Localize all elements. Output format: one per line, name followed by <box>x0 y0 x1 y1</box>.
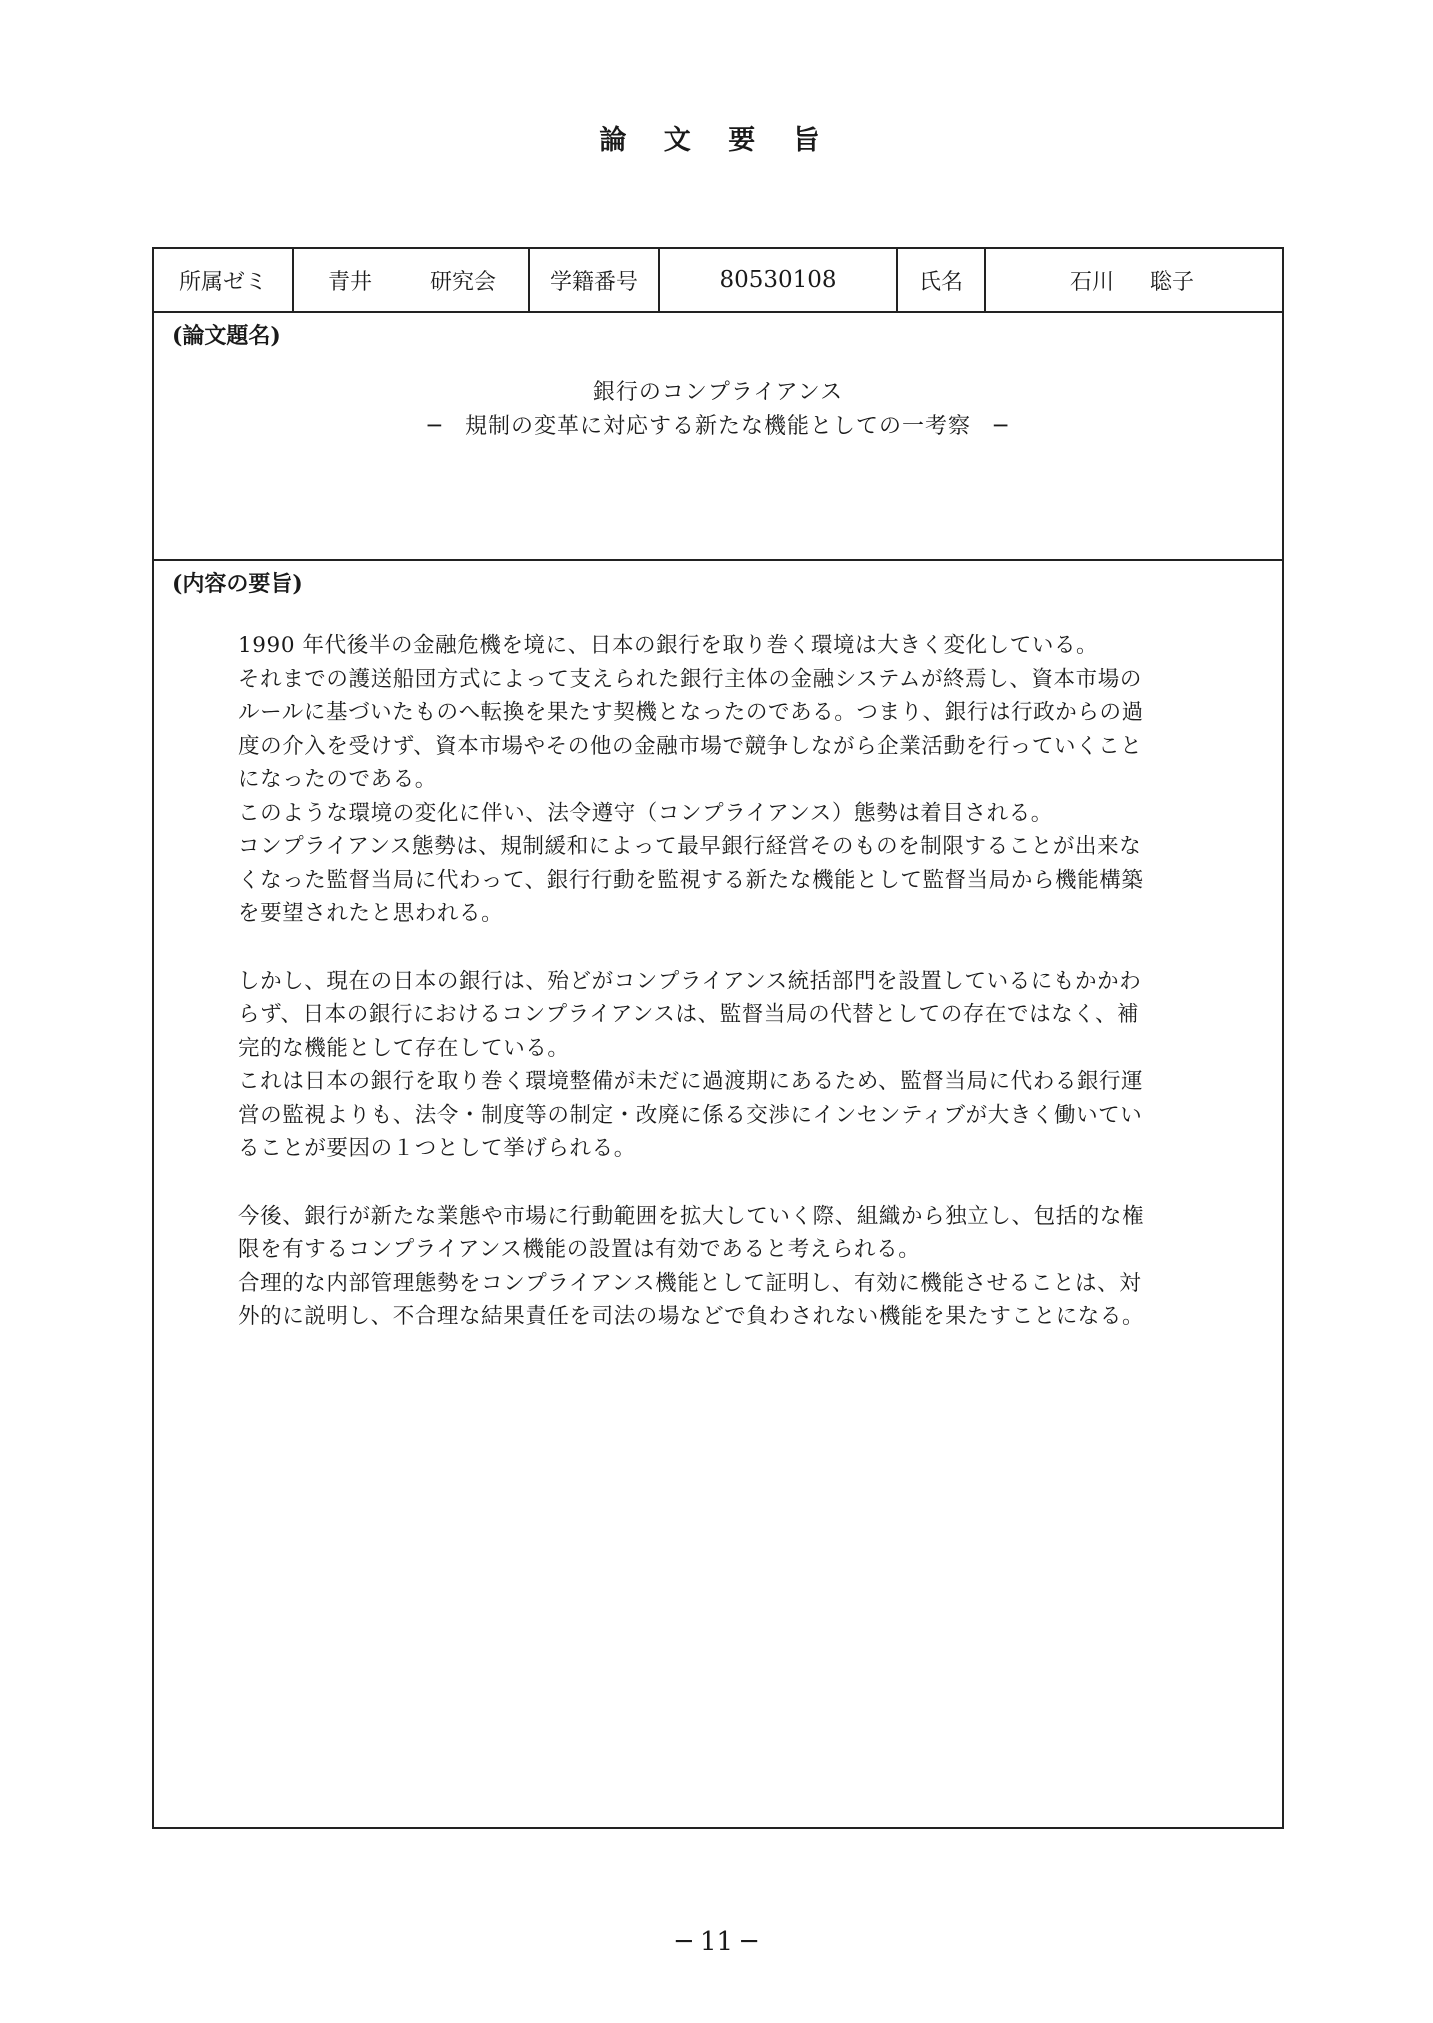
summary-line: になったのである。 <box>238 767 437 792</box>
summary-line: 合理的な内部管理態勢をコンプライアンス機能として証明し、有効に機能させることは、対 <box>238 1270 1142 1296</box>
thesis-title-section <box>154 313 1282 561</box>
summary-line: らず、日本の銀行におけるコンプライアンスは、監督当局の代替としての存在ではなく、補 <box>238 1002 1140 1027</box>
summary-line: 1990 年代後半の金融危機を境に、日本の銀行を取り巻く環境は大きく変化している。 <box>238 633 1099 658</box>
seminar-professor: 青井 <box>328 269 373 295</box>
thesis-subtitle: ─ 規制の変革に対応する新たな機能としての一考察 ─ <box>427 414 1009 439</box>
student-id-value: 80530108 <box>660 249 898 311</box>
name-value <box>986 249 1282 311</box>
header-row <box>154 249 1282 313</box>
summary-section <box>154 561 1282 1827</box>
given-name: 聡子 <box>1150 269 1195 295</box>
summary-body <box>238 629 1274 1368</box>
summary-line: このような環境の変化に伴い、法令遵守（コンプライアンス）態勢は着目される。 <box>238 800 1053 826</box>
summary-label: (内容の要旨) <box>172 571 303 597</box>
summary-line: を要望されたと思われる。 <box>238 901 504 926</box>
seminar-value <box>294 249 530 311</box>
summary-paragraph <box>238 1200 1274 1334</box>
summary-line: しかし、現在の日本の銀行は、殆どがコンプライアンス統括部門を設置しているにもかかわ <box>238 968 1142 994</box>
thesis-title-label: (論文題名) <box>172 323 281 349</box>
summary-paragraph <box>238 629 1274 931</box>
summary-line: ルールに基づいたものへ転換を果たす契機となったのである。つまり、銀行は行政からの過 <box>238 700 1144 725</box>
summary-line: くなった監督当局に代わって、銀行行動を監視する新たな機能として監督当局から機能構築 <box>238 867 1144 893</box>
summary-paragraph <box>238 965 1274 1166</box>
summary-line: 営の監視よりも、法令・制度等の制定・改廃に係る交渉にインセンティブが大きく働いてい <box>238 1102 1143 1128</box>
name-label: 氏名 <box>898 249 986 311</box>
summary-line: コンプライアンス態勢は、規制緩和によって最早銀行経営そのものを制限することが出来な <box>238 834 1142 859</box>
seminar-label: 所属ゼミ <box>154 249 294 311</box>
summary-line: 度の介入を受けず、資本市場やその他の金融市場で競争しながら企業活動を行っていくこと <box>238 733 1143 759</box>
page-number: ─ 11 ─ <box>676 1927 757 1957</box>
summary-line: 外的に説明し、不合理な結果責任を司法の場などで負わされない機能を果たすことになる。 <box>238 1304 1145 1329</box>
summary-line: 今後、銀行が新たな業態や市場に行動範囲を拡大していく際、組織から独立し、包括的な権 <box>238 1203 1145 1229</box>
page-title: 論 文 要 旨 <box>599 125 834 156</box>
summary-line: 完的な機能として存在している。 <box>238 1035 570 1061</box>
summary-line: それまでの護送船団方式によって支えられた銀行主体の金融システムが終焉し、資本市場の <box>238 666 1142 692</box>
summary-line: 限を有するコンプライアンス機能の設置は有効であると考えられる。 <box>238 1237 921 1262</box>
summary-line: ることが要因の１つとして挙げられる。 <box>238 1136 636 1161</box>
student-id-label: 学籍番号 <box>530 249 660 311</box>
seminar-type: 研究会 <box>430 269 497 295</box>
family-name: 石川 <box>1070 269 1115 295</box>
summary-line: これは日本の銀行を取り巻く環境整備が未だに過渡期にあるため、監督当局に代わる銀行運 <box>238 1069 1144 1094</box>
abstract-form <box>152 247 1284 1829</box>
thesis-title: 銀行のコンプライアンス <box>592 380 844 405</box>
